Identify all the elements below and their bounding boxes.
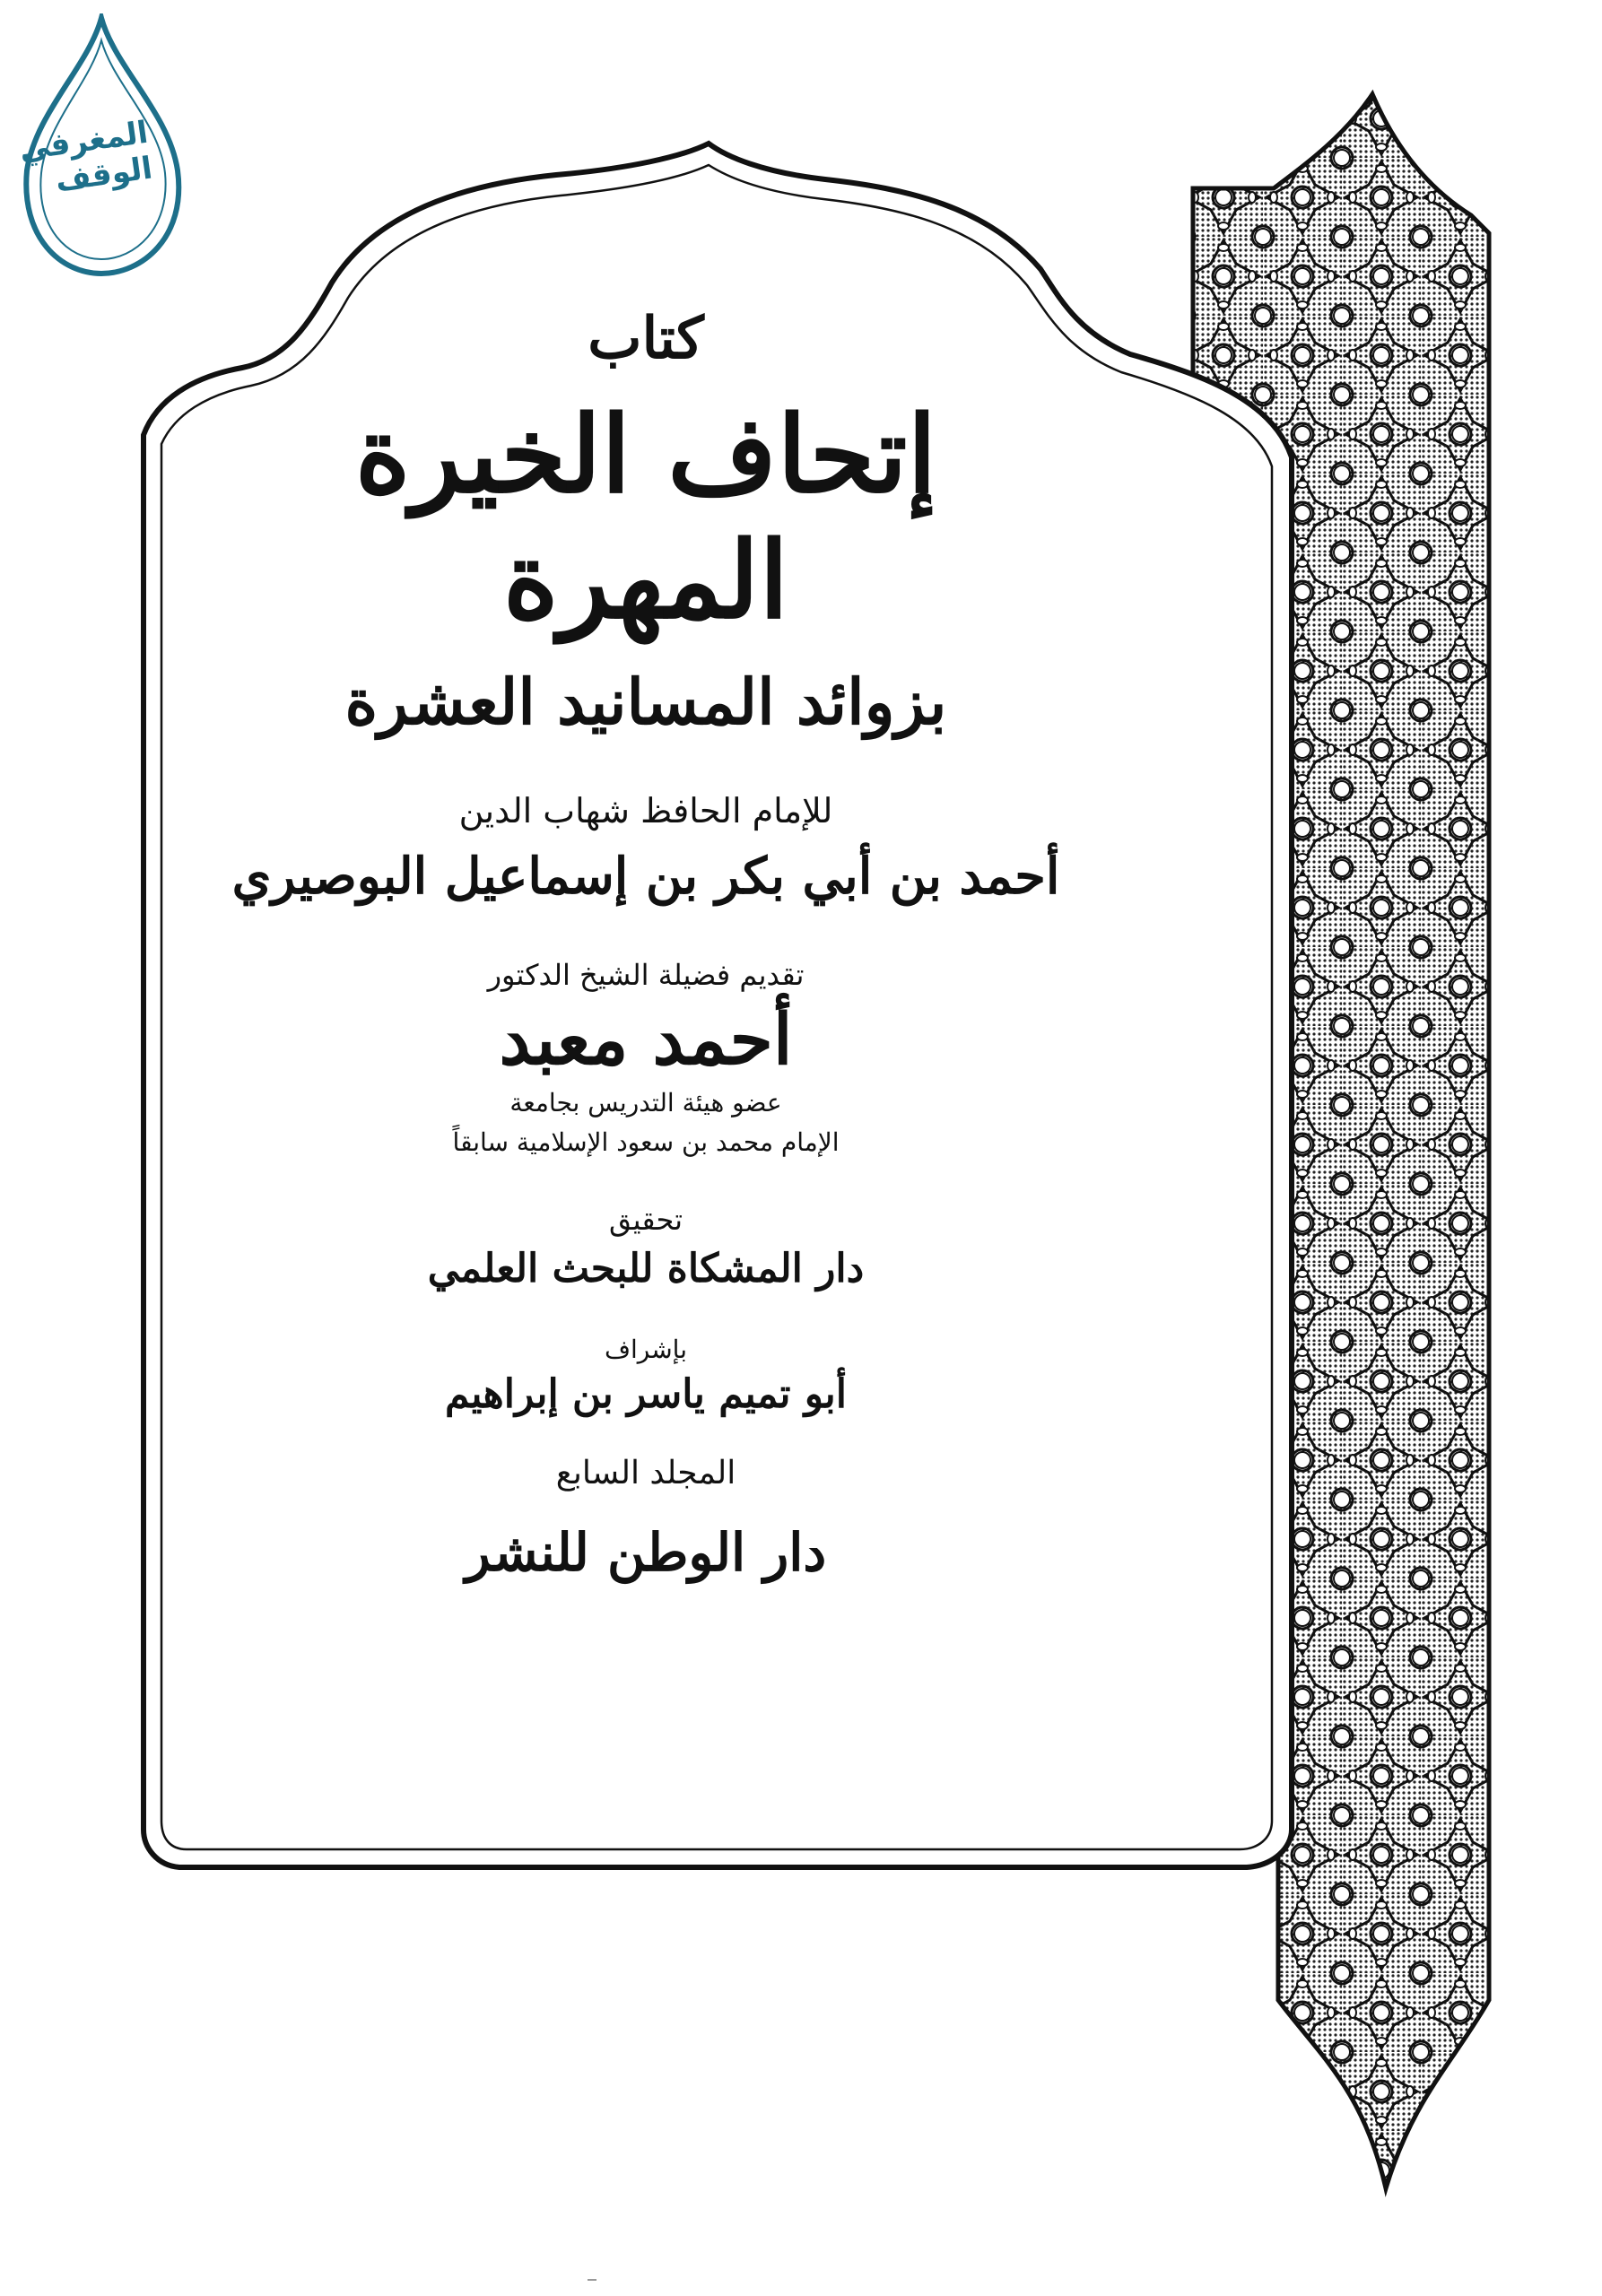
ishraf-value: أبو تميم ياسر بن إبراهيم (445, 1371, 847, 1417)
publisher-name: دار الوطن للنشر (465, 1522, 827, 1583)
book-subtitle: بزوائد المسانيد العشرة (344, 665, 947, 739)
intro-role-line1: عضو هيئة التدريس بجامعة (509, 1088, 782, 1118)
book-title: إتحاف الخيرة المهرة (354, 392, 937, 642)
logo-watermark (16, 13, 187, 283)
intro-prefix: تقديم فضيلة الشيخ الدكتور (487, 958, 805, 992)
intro-name: أحمد معبد (499, 999, 793, 1081)
watermark-text: المغرفي الوقف (17, 114, 155, 200)
tahqiq-value: دار المشكاة للبحث العلمي (427, 1246, 865, 1292)
cover-text (215, 305, 1076, 1583)
author-name: أحمد بن أبي بكر بن إسماعيل البوصيري (231, 847, 1060, 906)
author-prefix: للإمام الحافظ شهاب الدين (458, 791, 833, 831)
intro-role-line2: الإمام محمد بن سعود الإسلامية سابقاً (452, 1127, 840, 1157)
tahqiq-label: تحقيق (608, 1203, 683, 1237)
volume-label: المجلد السابع (555, 1455, 736, 1492)
ishraf-label: بإشراف (604, 1335, 688, 1364)
book-label: كتاب (588, 305, 704, 372)
